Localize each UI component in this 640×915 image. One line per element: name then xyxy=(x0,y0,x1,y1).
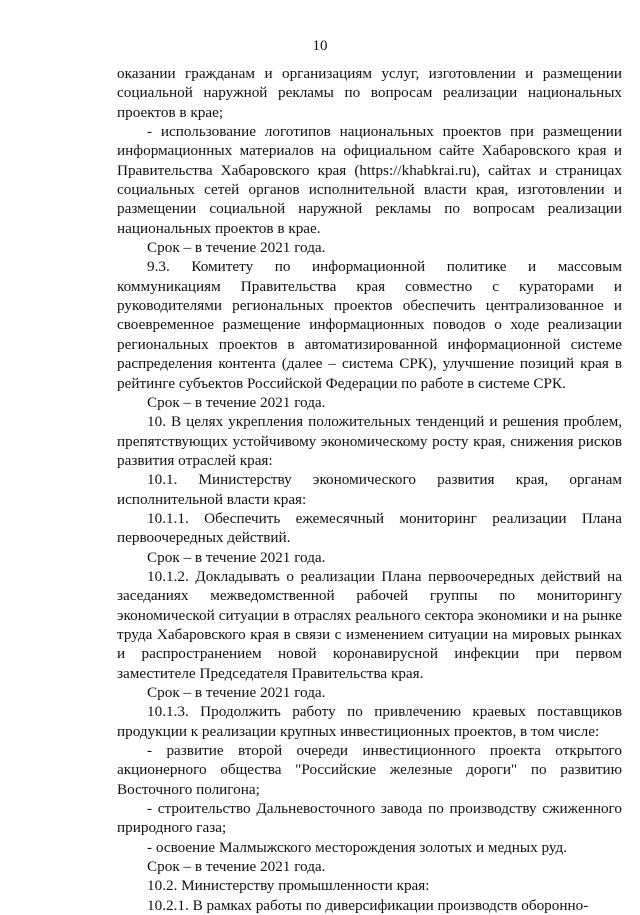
deadline-line: Срок – в течение 2021 года. xyxy=(147,548,326,566)
paragraph: 10.1.2. Докладывать о реализации Плана первоочередных действий на заседаниях межведомственной рабочей группы по мониторингу экономической ситуации в отраслях реального сектора экономики и на рынке труда Хабаровского края в связи с изменением ситуации на мировых рынках и распространением новой коронавирусной инфекции при первом заместителе Председателя Правительства края. xyxy=(117,567,622,682)
paragraph: 10. В целях укрепления положительных тенденций и решения проблем, препятствующих устойчивому экономическому росту края, снижения рисков развития отраслей края: xyxy=(117,413,622,469)
paragraph: - развитие второй очереди инвестиционного проекта открытого акционерного общества "Российские железные дороги" по развитию Восточного полигона; xyxy=(117,742,622,798)
paragraph: 10.1.1. Обеспечить ежемесячный мониторинг реализации Плана первоочередных действий. xyxy=(117,509,622,547)
deadline-line: Срок – в течение 2021 года. xyxy=(147,858,326,876)
paragraph-continuation: оказании гражданам и организациям услуг, изготовлении и размещении социальной наружной рекламы по вопросам реализации национальных проектов в крае; xyxy=(117,65,622,121)
document-body xyxy=(117,64,622,915)
paragraph: 10.1.3. Продолжить работу по привлечению краевых поставщиков продукции к реализации крупных инвестиционных проектов, в том числе: xyxy=(117,703,622,740)
paragraph: 10.2. Министерству промышленности края: xyxy=(147,877,430,895)
paragraph: - строительство Дальневосточного завода по производству сжиженного природного газа; xyxy=(117,800,622,837)
paragraph: - освоение Малмыжского месторождения золотых и медных руд. xyxy=(147,838,568,856)
paragraph: - использование логотипов национальных проектов при размещении информационных материалов на официальном сайте Хабаровского края и Правительства Хабаровского края (https://khabkrai.ru), сайтах и страницах социальных сетей органов исполнительной власти края, изготовлении и размещении социальной наружной рекламы по вопросам реализации национальных проектов в крае. xyxy=(117,123,622,237)
paragraph: 9.3. Комитету по информационной политике и массовым коммуникациям Правительства края совместно с кураторами и руководителями региональных проектов обеспечить централизованное и своевременное размещение информационных поводов о ходе реализации региональных проектов в автоматизированной информационной системе распределения контента (далее – система СРК), улучшение позиций края в рейтинге субъектов Российской Федерации по работе в системе СРК. xyxy=(117,258,622,392)
paragraph: 10.2.1. В рамках работы по диверсификации производств оборонно- xyxy=(147,896,589,914)
page-number: 10 xyxy=(312,38,328,54)
paragraph: 10.1. Министерству экономического развития края, органам исполнительной власти края: xyxy=(117,471,622,508)
deadline-line: Срок – в течение 2021 года. xyxy=(147,239,326,257)
deadline-line: Срок – в течение 2021 года. xyxy=(147,684,326,701)
deadline-line: Срок – в течение 2021 года. xyxy=(147,393,326,411)
